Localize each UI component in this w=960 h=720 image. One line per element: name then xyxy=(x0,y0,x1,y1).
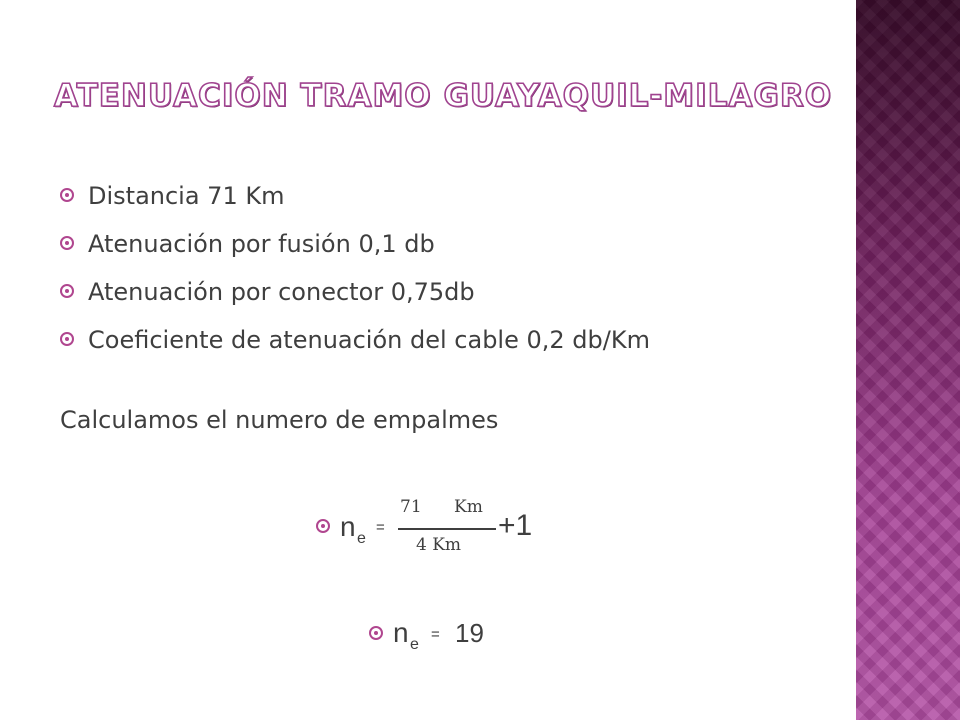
circled-dot-icon xyxy=(369,626,383,640)
fraction-denominator: 4 Km xyxy=(416,535,462,555)
circled-dot-icon xyxy=(60,236,74,250)
paragraph-text: Calculamos el numero de empalmes xyxy=(60,406,499,434)
equation-subscript: e xyxy=(410,636,419,653)
result-value: 19 xyxy=(455,618,484,648)
bullet-text: Atenuación por fusión 0,1 db xyxy=(88,230,435,258)
equation-symbol: n xyxy=(340,511,356,542)
decorative-side-band xyxy=(856,0,960,720)
circled-dot-icon xyxy=(316,519,330,533)
bullet-text: Distancia 71 Km xyxy=(88,182,285,210)
equation-splices-result xyxy=(369,614,529,654)
circled-dot-icon xyxy=(60,284,74,298)
equation-subscript: e xyxy=(357,530,366,547)
bullet-text: Coeficiente de atenuación del cable 0,2 db/Km xyxy=(88,326,650,354)
equals-sign: = xyxy=(376,519,385,536)
fraction-bar xyxy=(398,528,496,530)
circled-dot-icon xyxy=(60,188,74,202)
bullet-text: Atenuación por conector 0,75db xyxy=(88,278,475,306)
circled-dot-icon xyxy=(60,332,74,346)
equals-sign: = xyxy=(431,626,440,643)
list-item xyxy=(60,176,650,224)
list-item xyxy=(60,224,650,272)
equation-splices-formula xyxy=(316,497,576,561)
fraction-numerator-value: 71 xyxy=(400,497,422,517)
fraction-numerator-unit: Km xyxy=(454,497,483,517)
equation-symbol: n xyxy=(393,617,409,648)
bullet-list xyxy=(60,176,650,368)
slide-title: ATENUACIÓN TRAMO GUAYAQUIL-MILAGRO xyxy=(54,78,833,114)
list-item xyxy=(60,320,650,368)
equation-tail: +1 xyxy=(498,509,533,542)
list-item xyxy=(60,272,650,320)
